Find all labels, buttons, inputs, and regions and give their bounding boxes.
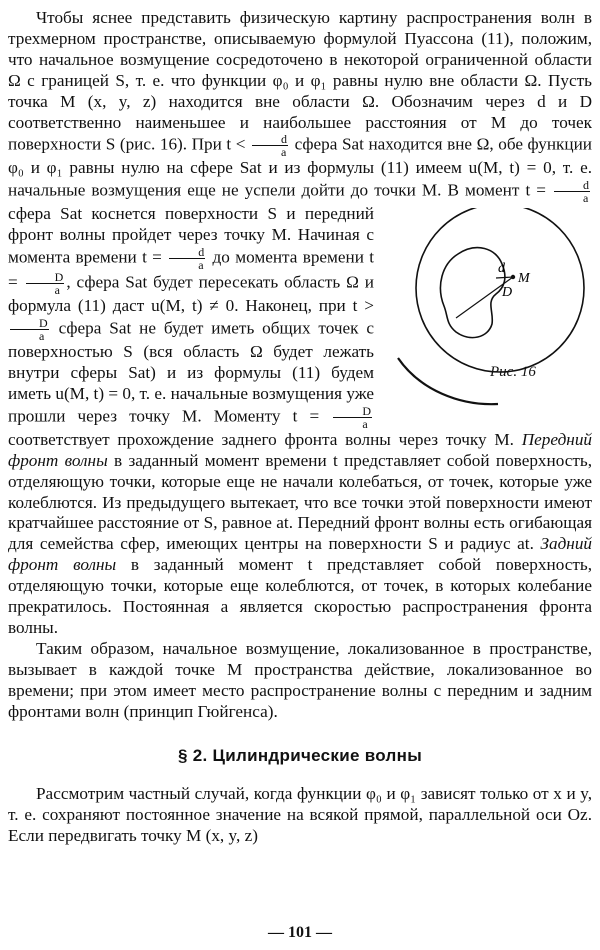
inequality: t > <box>352 296 374 316</box>
text-run: Чтобы яснее представить физическую картину распространения волн в трехмерном пространстве, описываемую формулой Пуассона (11), положим, что начальное возмущение сосредоточено в некоторой ограниченной области Ω с границей S, т. е. что функции φ₀ и φ₁ равны нулю вне области Ω. Пусть точка M (x, y, z) находится вне области Ω. Обозначим через d и D соответственно наименьшее и наибольшее расстояния от M до точек поверхности S (рис. 16). При <box>8 8 592 154</box>
fraction-D-over-a: $\frac{D}{a}$ <box>26 271 65 296</box>
label-D: D <box>502 285 513 301</box>
text-run: сфера Sat коснется поверхности S и передний фронт волны пройдет через точку M. Начиная с момента времени <box>8 204 374 267</box>
section-heading: § 2. Цилиндрические волны <box>177 746 423 766</box>
text-run: соответствует прохождение заднего фронта волны через точку M. <box>8 429 514 449</box>
fraction-D-over-a: $\frac{D}{a}$ <box>333 405 372 430</box>
paragraph-1 <box>8 8 592 639</box>
page-content <box>8 8 592 847</box>
fraction-d-over-a: $\frac{d}{a}$ <box>554 179 590 204</box>
fraction-D-over-a: $\frac{D}{a}$ <box>10 317 49 342</box>
text-run: в заданный момент времени t представляет собой поверхность, отделяющую точки, которые еще не начали колебаться, от точек, которые уже колеблются. Из предыдущего вытекает, что все точки этой поверхности имеют кратчайшее расстояние от S, равное at. Передний фронт волны есть огибающая для семейства сфер, имеющих центры на поверхности S и радиус at. <box>8 450 593 554</box>
figure-caption: Рис. 16 <box>490 364 536 381</box>
region-omega-outline <box>440 248 504 338</box>
text-run: сфера Sat находится вне Ω, обе функции φ₀ и φ₁ равны нулю на сфере Sat и из формулы (11) имеем u(M, t) = 0, т. е. начальные возмущения еще не успели дойти до точки M. В момент <box>8 134 592 200</box>
text-run: в заданный момент t представляет собой поверхность, отделяющую точки, которые еще колеблются, от точек, в которых колебание прекратилось. Постоянная a является скоростью распространения фронта волны. <box>8 555 592 637</box>
paragraph-3: Рассмотрим частный случай, когда функции φ₀ и φ₁ зависят только от x и y, т. е. сохраняют постоянное значение на всякой прямой, параллельной оси Oz. Если передвигать точку M (x, y, z) <box>8 784 592 846</box>
term-front-wave: Передний фронт волны <box>8 429 593 470</box>
equation: t = <box>142 247 162 267</box>
point-M <box>511 275 515 279</box>
paragraph-2: Таким образом, начальное возмущение, локализованное в пространстве, вызывает в каждой точке M пространства действие, локализованное во времени; при этом имеет место распространение волны с передним и задним фронтами волн (принцип Гюйгенса). <box>8 638 592 721</box>
equation: t = <box>8 247 375 292</box>
line-d <box>496 277 513 278</box>
text-run: , сфера Sat будет пересекать область Ω и формула (11) даст u(M, t) ≠ 0. Наконец, при <box>8 272 374 316</box>
page-number: — 101 — <box>268 924 332 941</box>
label-M: M <box>518 271 530 287</box>
term-back-wave: Задний фронт волны <box>8 534 593 575</box>
equation: t = <box>525 180 546 200</box>
figure-16 <box>384 208 592 428</box>
text-run: сфера Sat не будет иметь общих точек с поверхностью S (вся область Ω будет лежать внутри сферы Sat) и из формулы (11) будем иметь u(M, t) = 0, т. е. начальные возмущения уже прошли через точку M. Моменту <box>8 318 374 426</box>
fraction-d-over-a: $\frac{d}{a}$ <box>169 246 205 271</box>
text-run: до момента времени <box>212 247 364 267</box>
label-d: d <box>498 261 505 277</box>
equation: t = <box>292 406 320 426</box>
fraction-d-over-a: $\frac{d}{a}$ <box>252 133 288 158</box>
inequality: t < <box>226 134 246 154</box>
